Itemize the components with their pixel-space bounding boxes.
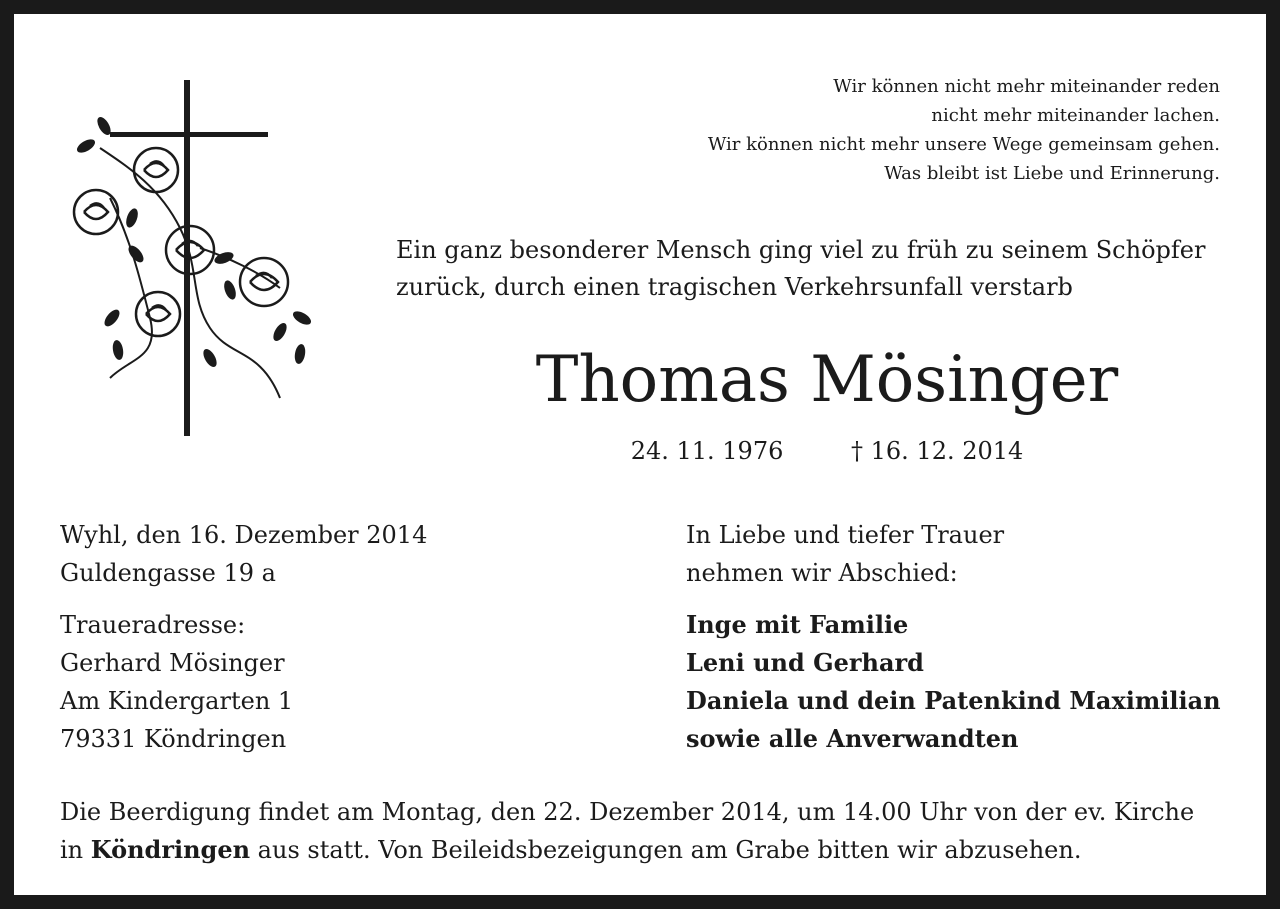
cross-with-roses-icon bbox=[70, 78, 320, 440]
poem-line: Wir können nicht mehr miteinander reden bbox=[833, 76, 1220, 97]
mourners-block bbox=[686, 516, 1256, 758]
obituary-card bbox=[14, 14, 1266, 895]
poem-line: nicht mehr miteinander lachen. bbox=[931, 105, 1220, 126]
intro-line: zurück, durch einen tragischen Verkehrsunfall verstarb bbox=[396, 273, 1073, 301]
mourner: Leni und Gerhard bbox=[686, 648, 924, 677]
mourner: sowie alle Anverwandten bbox=[686, 724, 1019, 753]
street-address: Guldengasse 19 a bbox=[60, 559, 276, 587]
deceased-name: Thomas Mösinger bbox=[535, 343, 1119, 417]
funeral-line bbox=[60, 831, 1222, 869]
sender-block bbox=[60, 516, 620, 758]
address-line: 79331 Köndringen bbox=[60, 725, 287, 753]
funeral-suffix: aus statt. Von Beileidsbezeigungen am Grabe bitten wir abzusehen. bbox=[250, 836, 1082, 864]
poem bbox=[580, 72, 1220, 188]
mourning-line: nehmen wir Abschied: bbox=[686, 559, 958, 587]
life-dates bbox=[396, 434, 1258, 468]
death-date: † 16. 12. 2014 bbox=[851, 437, 1024, 465]
mourning-address-label: Traueradresse: bbox=[60, 611, 246, 639]
intro-line: Ein ganz besonderer Mensch ging viel zu früh zu seinem Schöpfer bbox=[396, 236, 1206, 264]
poem-line: Was bleibt ist Liebe und Erinnerung. bbox=[884, 163, 1220, 184]
mourning-line: In Liebe und tiefer Trauer bbox=[686, 521, 1005, 549]
mourner: Daniela und dein Patenkind Maximilian bbox=[686, 686, 1221, 715]
birth-date: 24. 11. 1976 bbox=[630, 437, 784, 465]
funeral-line: Die Beerdigung findet am Montag, den 22. Dezember 2014, um 14.00 Uhr von der ev. Kirche bbox=[60, 798, 1195, 826]
address-line: Am Kindergarten 1 bbox=[60, 687, 294, 715]
funeral-prefix: in bbox=[60, 836, 91, 864]
mourner: Inge mit Familie bbox=[686, 610, 909, 639]
address-line: Gerhard Mösinger bbox=[60, 649, 285, 677]
poem-line: Wir können nicht mehr unsere Wege gemeinsam gehen. bbox=[707, 134, 1220, 155]
funeral-place: Köndringen bbox=[90, 835, 251, 864]
intro-text bbox=[396, 232, 1222, 306]
place-date: Wyhl, den 16. Dezember 2014 bbox=[60, 521, 428, 549]
funeral-notice bbox=[60, 794, 1222, 869]
